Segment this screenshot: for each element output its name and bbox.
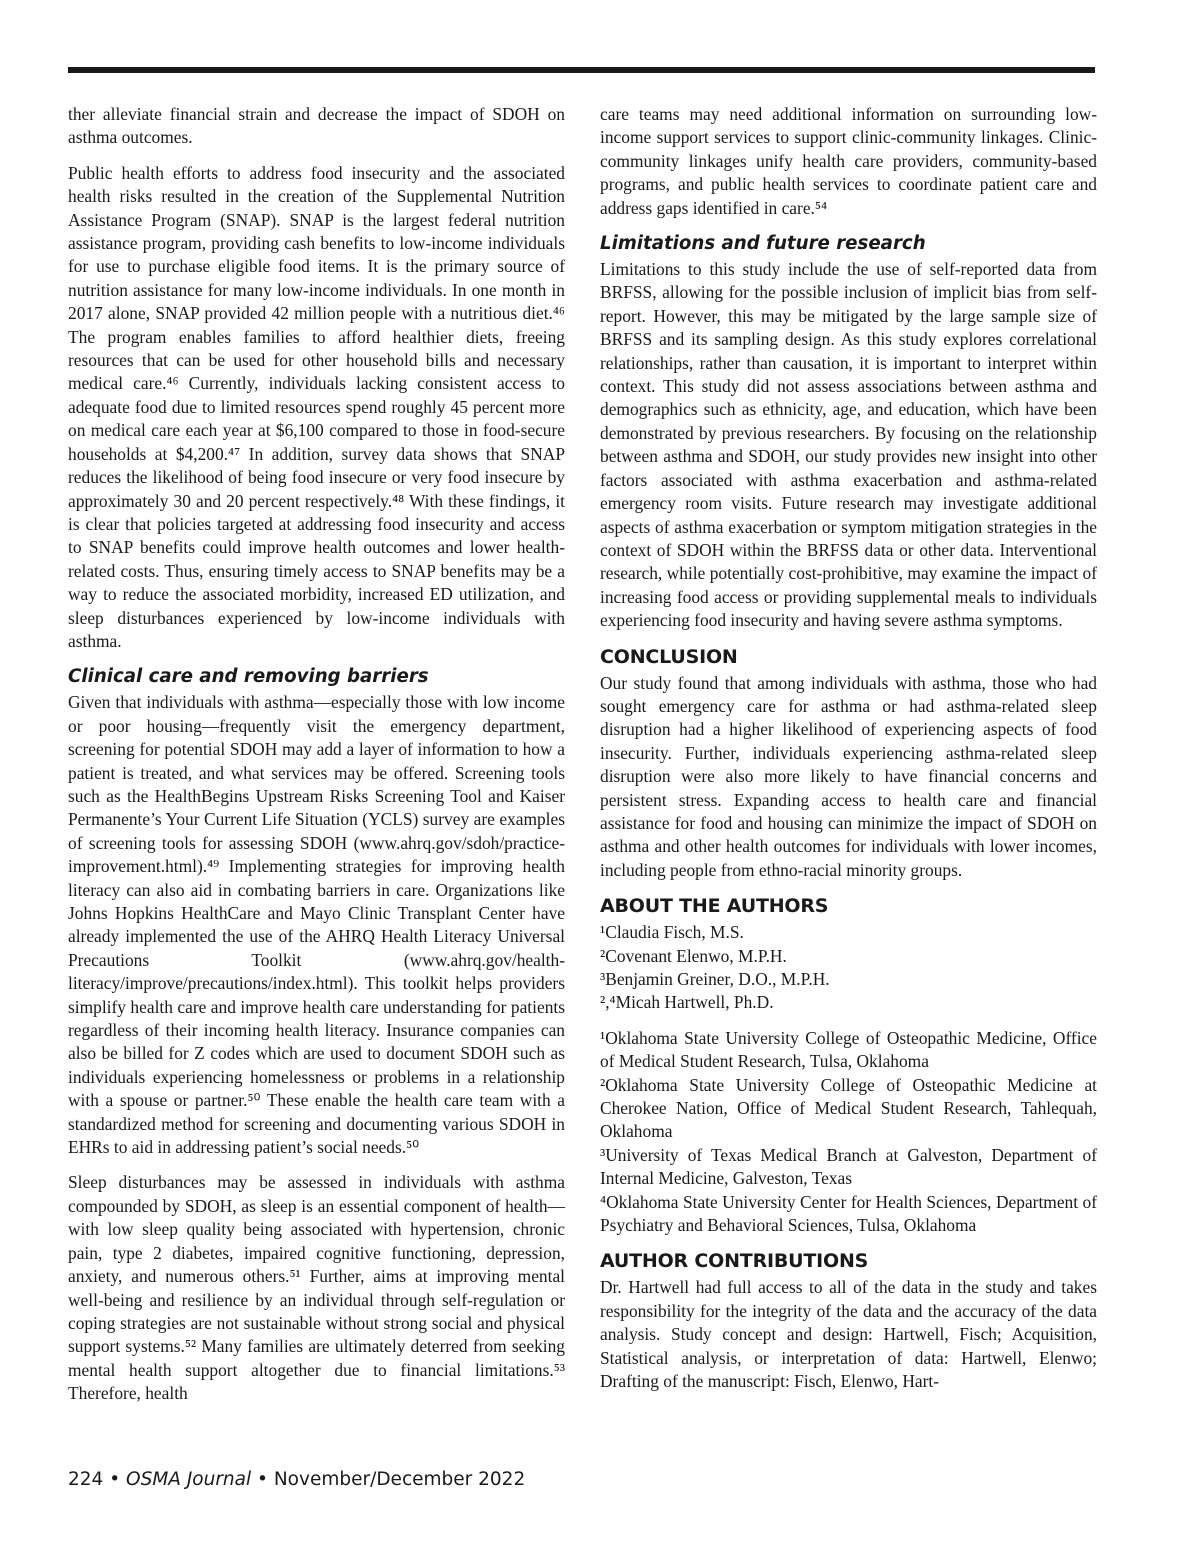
body-paragraph: ther alleviate financial strain and decrease the impact of SDOH on asthma outcomes. bbox=[68, 104, 565, 148]
author-item: ¹Claudia Fisch, M.S. bbox=[600, 922, 744, 943]
affiliation-item: ¹Oklahoma State University College of Osteopathic Medicine, Office of Medical Student Research, Tulsa, Oklahoma bbox=[600, 1027, 1097, 1072]
affiliation-list bbox=[600, 1027, 1097, 1238]
right-column bbox=[600, 103, 1097, 1406]
author-item: ²Covenant Elenwo, M.P.H. bbox=[600, 945, 787, 966]
body-paragraph: Given that individuals with asthma—especially those with low income or poor housing—frequently visit the emergency department, screening for potential SDOH may add a layer of information to how a patient is treated, and what services may be offered. Screening tools such as the HealthBegins Upstream Risks Screening Tool and Kaiser Permanente’s Your Current Life Situation (YCLS) survey are examples of screening tools for assessing SDOH (www.ahrq.gov/sdoh/practice-improvement.html).⁴⁹ Implementing strategies for improving health literacy can also aid in combating barriers in care. Organizations like Johns Hopkins HealthCare and Mayo Clinic Transplant Center have already implemented the use of the AHRQ Health Literacy Universal Precautions Toolkit (www.ahrq.gov/health-literacy/improve/precautions/index.html). This toolkit helps providers simplify health care and improve health care understanding for patients regardless of their incoming health literacy. Insurance companies can also be billed for Z codes which are used to document SDOH such as individuals experiencing homelessness or problems in a relationship with a spouse or partner.⁵⁰ These enable the health care team with a standardized method for screening and documenting various SDOH in EHRs to aid in addressing patient’s social needs.⁵⁰ bbox=[68, 692, 565, 1158]
page-number: 224 bbox=[68, 1469, 104, 1490]
section-heading-limitations: Limitations and future research bbox=[600, 233, 926, 255]
author-item: ³Benjamin Greiner, D.O., M.P.H. bbox=[600, 969, 830, 989]
body-paragraph: Dr. Hartwell had full access to all of the data in the study and takes responsibility for the integrity of the data and the accuracy of the data analysis. Study concept and design: Hartwell, Fisch; Acquisition, Statistical analysis, or interpretation of data: Hartwell, Elenwo; Drafting of the manuscript: Fisch, Elenwo, Hart- bbox=[600, 1277, 1097, 1392]
affiliation-item: ³University of Texas Medical Branch at Galveston, Department of Internal Medicine, Galveston, Texas bbox=[600, 1144, 1097, 1189]
author-list bbox=[600, 921, 1097, 1015]
body-paragraph: Public health efforts to address food insecurity and the associated health risks resulted in the creation of the Supplemental Nutrition Assistance Program (SNAP). SNAP is the largest federal nutrition assistance program, providing cash benefits to low-income individuals for use to purchase eligible food items. It is the primary source of nutrition assistance for many low-income individuals. In one month in 2017 alone, SNAP provided 42 million people with a nutritious diet.⁴⁶ The program enables families to afford healthier diets, freeing resources that can be used for other household bills and necessary medical care.⁴⁶ Currently, individuals lacking consistent access to adequate food due to limited resources spend roughly 45 percent more on medical care each year at $6,100 compared to those in food-secure households at $4,200.⁴⁷ In addition, survey data shows that SNAP reduces the likelihood of being food insecure or very food insecure by approximately 30 and 20 percent respectively.⁴⁸ With these findings, it is clear that policies targeted at addressing food insecurity and access to SNAP benefits could improve health outcomes and lower health-related costs. Thus, ensuring timely access to SNAP benefits may be a way to reduce the associated morbidity, increased ED utilization, and sleep disturbances experienced by low-income individuals with asthma. bbox=[68, 162, 565, 651]
journal-name: OSMA Journal bbox=[126, 1469, 252, 1490]
section-heading-about-authors: ABOUT THE AUTHORS bbox=[600, 895, 829, 918]
header-rule bbox=[68, 67, 1095, 73]
issue-date: November/December 2022 bbox=[273, 1469, 526, 1490]
affiliation-item: ⁴Oklahoma State University Center for Health Sciences, Department of Psychiatry and Behavioral Sciences, Tulsa, Oklahoma bbox=[600, 1191, 1097, 1236]
left-column bbox=[68, 103, 565, 1418]
affiliation-item: ²Oklahoma State University College of Osteopathic Medicine at Cherokee Nation, Office of Medical Student Research, Tahlequah, Oklahoma bbox=[600, 1074, 1097, 1142]
footer-separator: • bbox=[257, 1469, 268, 1490]
body-paragraph: care teams may need additional information on surrounding low-income support services to support clinic-community linkages. Clinic-community linkages unify health care providers, community-based programs, and public health services to coordinate patient care and address gaps identified in care.⁵⁴ bbox=[600, 104, 1097, 218]
section-heading-clinical-care: Clinical care and removing barriers bbox=[68, 666, 429, 688]
body-paragraph: Sleep disturbances may be assessed in individuals with asthma compounded by SDOH, as sleep is an essential component of health—with low sleep quality being associated with hypertension, chronic pain, type 2 diabetes, impaired cognitive functioning, depression, anxiety, and numerous others.⁵¹ Further, aims at improving mental well-being and resilience by an individual through self-regulation or coping strategies are not sustainable without strong social and physical support systems.⁵² Many families are ultimately deterred from seeking mental health support altogether due to financial limitations.⁵³ Therefore, health bbox=[68, 1172, 565, 1404]
section-heading-author-contributions: AUTHOR CONTRIBUTIONS bbox=[600, 1250, 869, 1273]
author-item: ²,⁴Micah Hartwell, Ph.D. bbox=[600, 992, 774, 1013]
page-footer bbox=[68, 1468, 525, 1492]
body-paragraph: Limitations to this study include the use of self-reported data from BRFSS, allowing for the possible inclusion of implicit bias from self-report. However, this may be mitigated by the large sample size of BRFSS and its sampling design. As this study explores correlational relationships, rather than causation, it is important to interpret within context. This study did not assess associations between asthma and demographics such as ethnicity, age, and education, which have been demonstrated by previous researchers. By focusing on the relationship between asthma and SDOH, our study provides new insight into other factors associated with asthma exacerbation and asthma-related emergency room visits. Future research may investigate additional aspects of asthma exacerbation or symptom mitigation strategies in the context of SDOH within the BRFSS data or other data. Interventional research, while potentially cost-prohibitive, may examine the impact of increasing food access or providing supplemental meals to individuals experiencing food insecurity and having severe asthma symptoms. bbox=[600, 259, 1097, 631]
footer-separator: • bbox=[109, 1469, 121, 1490]
body-paragraph: Our study found that among individuals with asthma, those who had sought emergency care for asthma or had asthma-related sleep disruption had a higher likelihood of experiencing aspects of food insecurity. Further, individuals experiencing asthma-related sleep disruption were also more likely to have financial concerns and persistent stress. Expanding access to health care and financial assistance for food and housing can minimize the impact of SDOH on asthma and other health outcomes for individuals with lower incomes, including people from ethno-racial minority groups. bbox=[600, 672, 1097, 880]
section-heading-conclusion: CONCLUSION bbox=[600, 645, 738, 668]
